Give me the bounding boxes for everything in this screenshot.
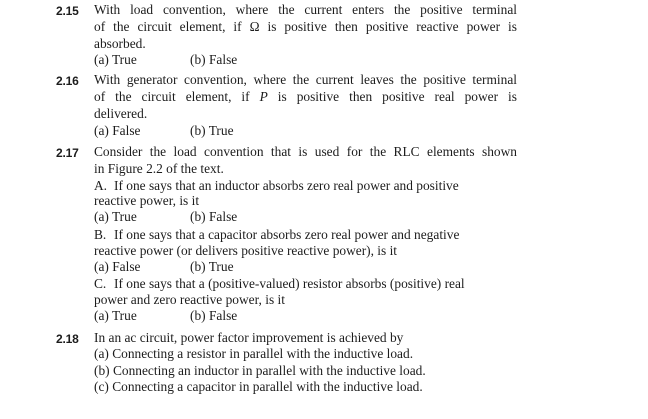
question-number: 2.16	[56, 74, 79, 88]
part-label: C.	[94, 276, 107, 291]
answer-option-b: (b) True	[190, 259, 234, 274]
answer-option-a: (a) False	[94, 123, 141, 138]
question-text-line: absorbed.	[94, 36, 146, 51]
answer-option-b: (b) True	[190, 123, 234, 138]
part-text-line: reactive power, is it	[94, 193, 200, 208]
question-text-line: of the circuit element, if Ω is positive then positive reactive power is	[94, 19, 517, 34]
question-number: 2.15	[56, 4, 79, 18]
answer-option-b: (b) False	[190, 52, 238, 67]
answer-option-a: (a) True	[94, 308, 137, 323]
answer-option-a: (a) True	[94, 52, 137, 67]
question-number: 2.18	[56, 332, 79, 346]
question-text-line: of the circuit element, if P is positive then positive real power is	[94, 89, 517, 104]
answer-option-b: (b) Connecting an inductor in parallel with the inductive load.	[94, 363, 426, 378]
answer-option-b: (b) False	[190, 209, 238, 224]
answer-option-a: (a) Connecting a resistor in parallel with the inductive load.	[94, 346, 414, 361]
question-text-line: Consider the load convention that is used for the RLC elements shown	[94, 144, 517, 159]
part-text-line: A. If one says that an inductor absorbs zero real power and positive	[94, 178, 459, 193]
part-text-line: B. If one says that a capacitor absorbs zero real power and negative	[94, 227, 460, 242]
part-text-line: power and zero reactive power, is it	[94, 292, 285, 307]
answer-option-a: (a) True	[94, 209, 137, 224]
variable-p: P	[259, 89, 268, 104]
question-text-line: With generator convention, where the current leaves the positive terminal	[94, 72, 517, 87]
answer-option-a: (a) False	[94, 259, 141, 274]
question-text-line: delivered.	[94, 106, 148, 121]
part-text-line: C. If one says that a (positive-valued) resistor absorbs (positive) real	[94, 276, 465, 291]
part-text-line: reactive power (or delivers positive reactive power), is it	[94, 243, 398, 258]
part-label: B.	[94, 227, 107, 242]
question-text-line: With load convention, where the current enters the positive terminal	[94, 2, 517, 17]
answer-option-b: (b) False	[190, 308, 238, 323]
question-text-line: in Figure 2.2 of the text.	[94, 161, 224, 176]
question-text-line: In an ac circuit, power factor improvement is achieved by	[94, 330, 404, 345]
part-label: A.	[94, 178, 108, 193]
question-number: 2.17	[56, 146, 79, 160]
answer-option-c: (c) Connecting a capacitor in parallel with the inductive load.	[94, 379, 423, 394]
